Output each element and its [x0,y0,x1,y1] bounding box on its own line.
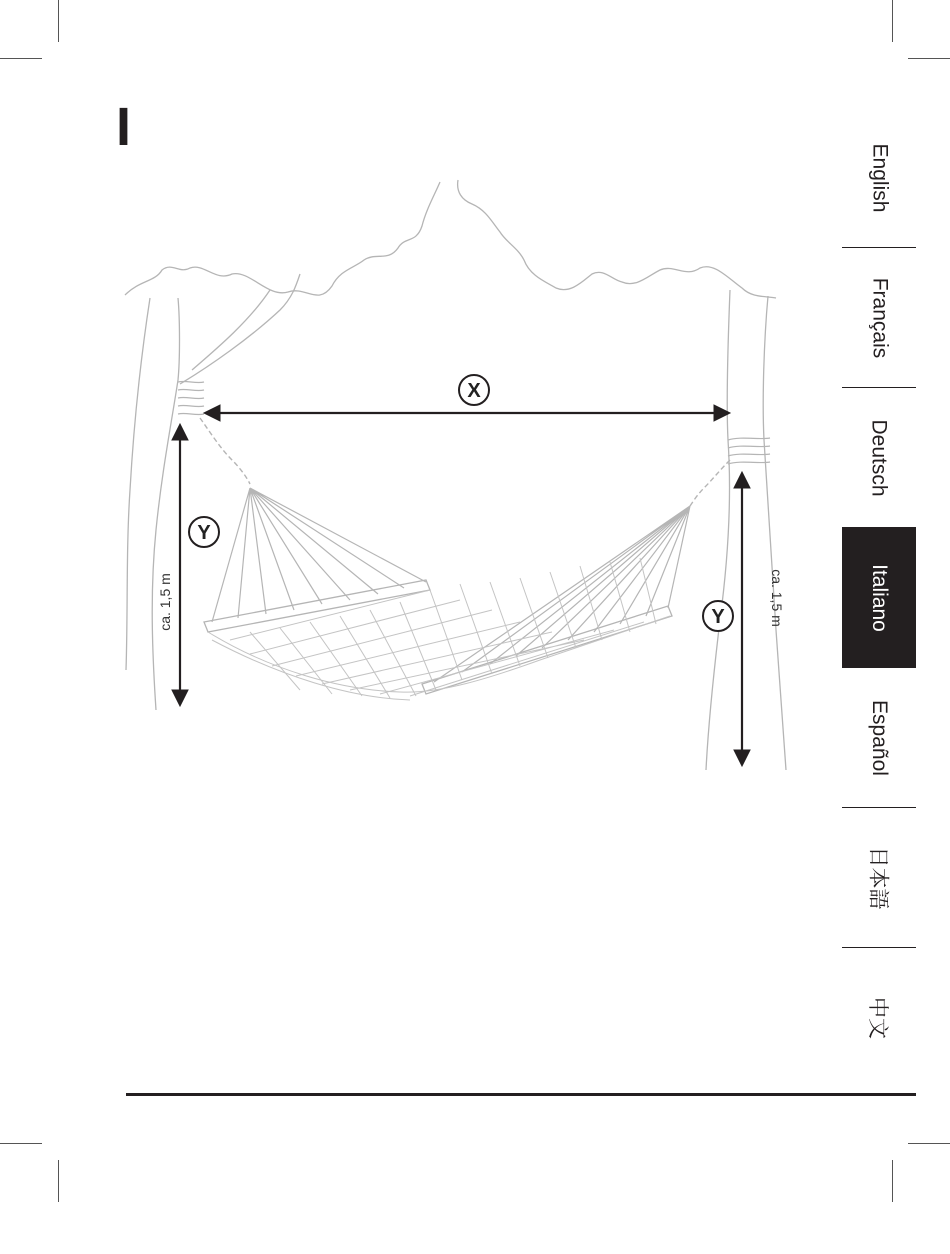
tab-espanol[interactable] [842,668,916,808]
left-rope-wrap [178,381,204,414]
tab-deutsch[interactable] [842,388,916,528]
tab-italiano[interactable] [842,528,916,668]
tab-label: Italiano [868,563,891,632]
height-label-left: ca. 1,5 m [157,573,173,631]
section-letter: I [116,97,132,157]
crop-mark [908,58,950,59]
svg-text:X: X [467,380,481,402]
language-tabs [842,108,916,1088]
crop-mark [58,0,59,42]
right-chain [690,460,730,506]
marker-y-right [703,601,733,631]
hammock-ends [212,488,690,682]
tab-label: 日本語 [866,846,889,909]
svg-text:Y: Y [711,606,725,628]
crop-mark [0,58,42,59]
tab-chinese[interactable] [842,948,916,1088]
height-label-right: ca. 1,5 m [769,569,785,627]
tab-label: English [867,143,891,212]
hammock-spreader-bars [204,580,672,694]
hammock-installation-figure [100,170,800,810]
tab-japanese[interactable] [842,808,916,948]
marker-x [459,375,489,405]
tab-label: 中文 [866,997,889,1039]
tab-label: Español [868,699,892,776]
marker-y-left [189,517,219,547]
height-y-arrow-right [734,472,750,766]
left-tree-trunk [126,298,180,710]
left-chain [200,418,250,484]
tree-canopy-outline [125,180,776,298]
crop-mark [892,0,893,42]
crop-mark [908,1143,950,1144]
tab-label: Deutsch [868,418,892,497]
distance-x-arrow [204,405,730,421]
tab-francais[interactable] [842,248,916,388]
right-tree-trunk [706,290,786,770]
footer-rule [126,1093,916,1096]
crop-mark [892,1160,893,1202]
height-y-arrow-left [172,424,188,706]
tab-english[interactable] [842,108,916,248]
left-tree-branch [180,274,300,384]
svg-text:Y: Y [197,522,211,544]
tab-label: Français [868,277,891,358]
crop-mark [58,1160,59,1202]
crop-mark [0,1143,42,1144]
